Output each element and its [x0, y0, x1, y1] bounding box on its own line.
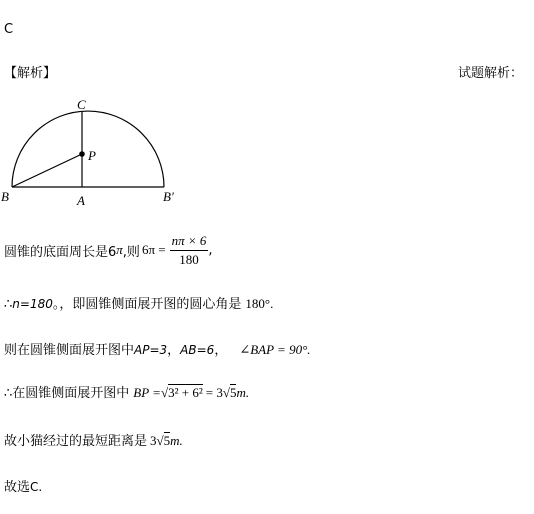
line3-comma2: ，	[214, 343, 228, 358]
label-c: C	[77, 97, 86, 112]
solution-line-4	[4, 382, 249, 401]
line2-angle: 180°.	[245, 296, 274, 311]
line4-bp: BP =	[133, 385, 161, 400]
fraction-numerator: nπ × 6	[170, 232, 209, 251]
label-p: P	[88, 148, 96, 163]
solution-line-2	[4, 293, 273, 312]
line6-choice: C.	[30, 480, 43, 494]
line1-suffix: ,	[208, 242, 213, 258]
fraction-denominator: 180	[179, 251, 199, 267]
line2-n-value: n=180	[12, 297, 53, 311]
sqrt-sign-3: √	[156, 433, 164, 448]
semicircle-diagram	[0, 92, 200, 212]
line5-rad5: 5	[163, 433, 171, 448]
line4-radicand: 3² + 6²	[168, 385, 203, 400]
line4-eq: = 3	[205, 385, 223, 400]
line5-three: 3	[150, 433, 157, 448]
line4-unit: m.	[236, 385, 250, 400]
line5-prefix: 故小猫经过的最短距离是	[4, 434, 148, 449]
solution-line-1	[4, 228, 213, 272]
line2-dot: 。	[52, 297, 60, 312]
line1-pi: π	[116, 242, 123, 257]
solution-line-5	[4, 430, 183, 449]
sqrt-sign-2: √	[222, 385, 230, 400]
answer-letter: C	[4, 22, 14, 37]
analysis-label: 【解析】	[4, 66, 57, 81]
line4-prefix: ∴在圆锥侧面展开图中	[4, 386, 130, 401]
label-b-prime: B′	[163, 189, 174, 204]
line1-lhs: 6π =	[141, 242, 166, 257]
segment-bp	[12, 154, 82, 187]
analysis-title: 试题解析：	[458, 66, 524, 81]
therefore-symbol: ∴	[4, 297, 13, 312]
line4-rad5: 5	[229, 385, 237, 400]
solution-line-6	[4, 476, 42, 495]
line6-prefix: 故选	[4, 480, 31, 495]
line3-ap: AP=3	[134, 343, 168, 357]
solution-line-3	[4, 339, 311, 358]
line3-comma: ，	[167, 343, 181, 358]
line3-prefix: 则在圆锥侧面展开图中	[4, 343, 135, 358]
line5-unit: m.	[170, 433, 183, 448]
point-p	[79, 151, 85, 157]
line3-ab: AB=6	[180, 343, 215, 357]
line1-prefix: 圆锥的底面周长是6	[4, 244, 117, 260]
line2-text: ，即圆锥侧面展开图的圆心角是	[59, 297, 242, 312]
sqrt-sign: √	[160, 385, 169, 400]
label-b: B	[1, 189, 9, 204]
line1-mid: ,则	[122, 244, 140, 260]
label-a: A	[77, 193, 85, 208]
line3-angle: ∠BAP = 90°.	[239, 342, 311, 357]
line1-fraction	[170, 232, 209, 269]
